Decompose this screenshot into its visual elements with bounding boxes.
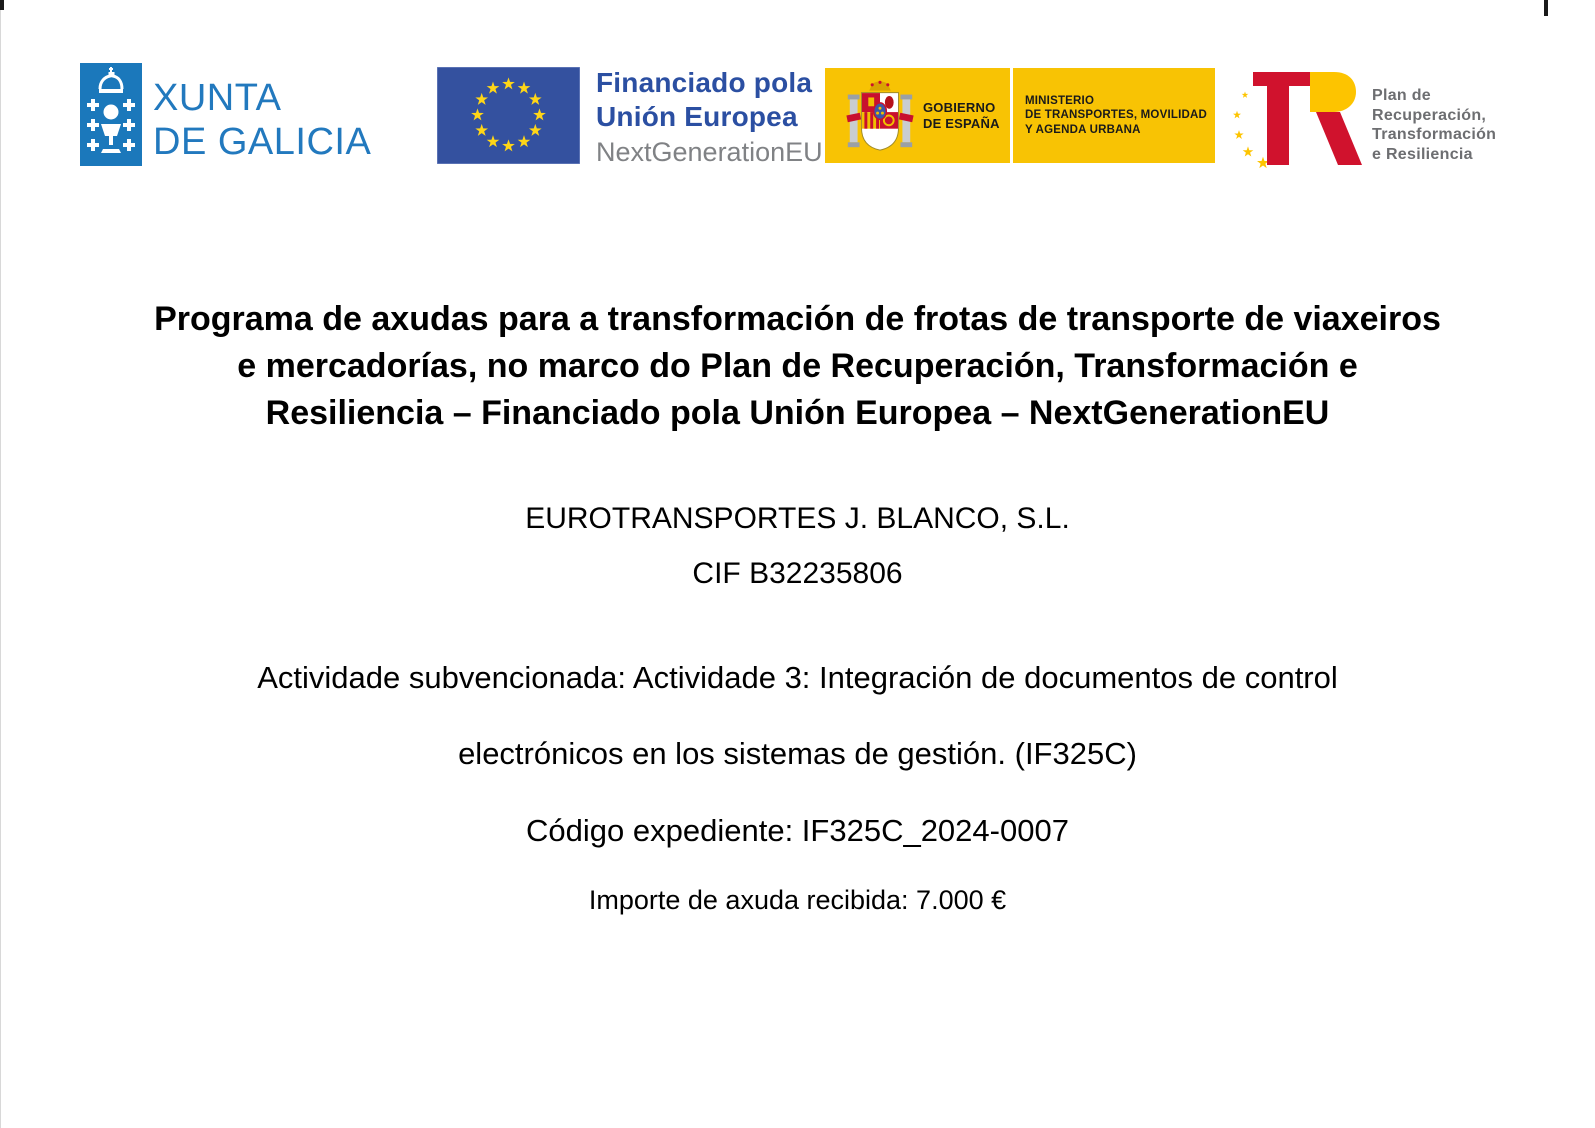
prtr-line2: Recuperación, [1372, 106, 1487, 124]
program-title-line3: Resiliencia – Financiado pola Unión Europea – NextGenerationEU [265, 394, 1330, 432]
ministerio-line3: Y AGENDA URBANA [1025, 123, 1141, 136]
xunta-de-galicia-crest-icon [80, 63, 142, 171]
ministerio-line1: MINISTERIO [1025, 94, 1095, 107]
xunta-de-galicia-wordmark [153, 76, 371, 164]
spain-coat-of-arms-icon [845, 77, 915, 155]
gobierno-left-panel [825, 68, 1010, 163]
subsidized-activity-line1: Actividade subvencionada: Actividade 3: Integración de documentos de control [257, 660, 1338, 695]
aid-amount: Importe de axuda recibida: 7.000 € [588, 885, 1007, 915]
eu-text-line2: Unión Europea [596, 101, 798, 132]
prtr-line1: Plan de [1372, 87, 1432, 104]
gobierno-line1: GOBIERNO [923, 99, 996, 115]
eu-funding-wordmark [596, 66, 823, 169]
prtr-line3: Transformación [1372, 126, 1497, 143]
eu-flag-icon [437, 67, 580, 169]
program-title-line1: Programa de axudas para a transformación de frotas de transporte de viaxeiros [154, 300, 1441, 338]
program-title-line2: e mercadorías, no marco do Plan de Recuperación, Transformación e [237, 347, 1358, 385]
beneficiary-name: EUROTRANSPORTES J. BLANCO, S.L. [525, 502, 1070, 535]
program-title [0, 296, 1595, 437]
file-code: Código expediente: IF325C_2024-0007 [526, 813, 1069, 848]
xunta-line2: DE GALICIA [153, 121, 372, 163]
subsidized-activity-line2: electrónicos en los sistemas de gestión. (IF325C) [458, 736, 1137, 771]
scan-mark-top-left [0, 0, 4, 10]
xunta-line1: XUNTA [153, 77, 282, 119]
gobierno-espana-label [923, 100, 1000, 132]
gobierno-espana-logo [825, 68, 1215, 163]
gobierno-line2: DE ESPAÑA [923, 115, 1000, 131]
prtr-tr-monogram-icon [1232, 62, 1367, 175]
prtr-line4: e Resiliencia [1372, 145, 1473, 163]
eu-text-line3: NextGenerationEU [596, 137, 823, 167]
ministerio-panel [1013, 68, 1215, 163]
scan-mark-top-right [1544, 0, 1548, 16]
prtr-wordmark [1372, 86, 1496, 164]
eu-text-line1: Financiado pola [596, 67, 813, 98]
beneficiary-cif: CIF B32235806 [692, 557, 903, 590]
ministerio-line2: DE TRANSPORTES, MOVILIDAD [1025, 109, 1207, 122]
ministerio-label [1025, 94, 1207, 138]
